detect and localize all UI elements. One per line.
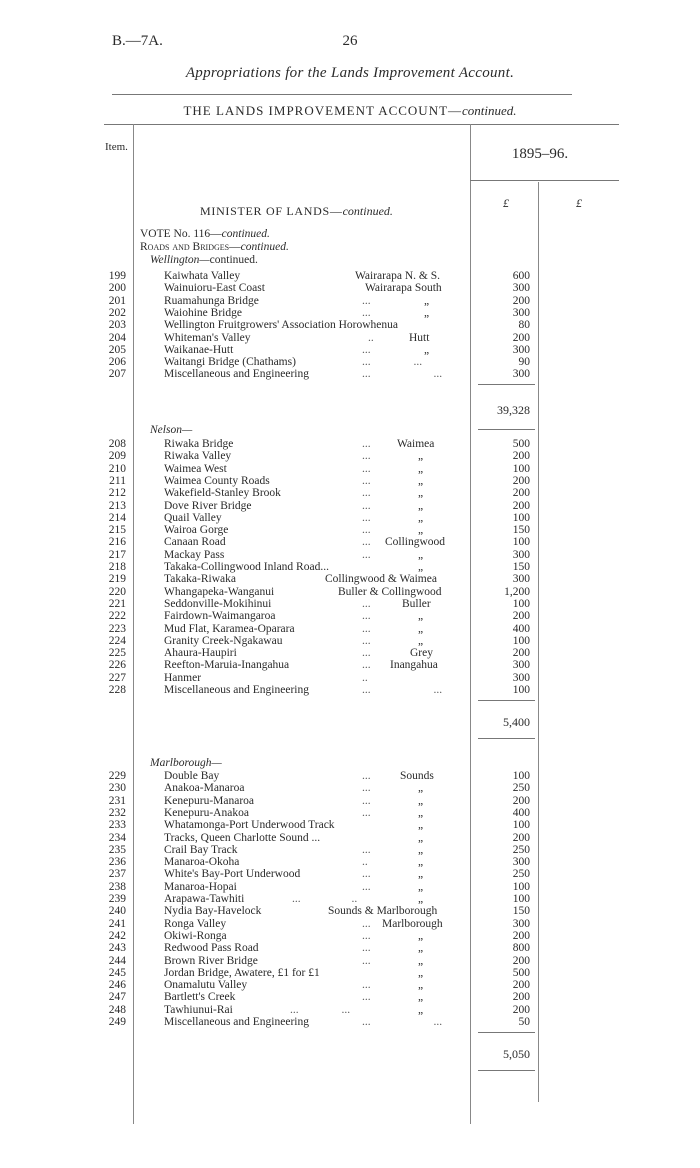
item-description: Seddonville-Mokihinui — [164, 597, 272, 610]
pound-header-1: £ — [503, 196, 509, 210]
item-district: „ — [418, 462, 424, 475]
item-number: 212 — [108, 487, 126, 500]
leader-dots: ... — [362, 548, 371, 561]
leader-dots: ... — [362, 634, 371, 647]
item-district: „ — [424, 343, 430, 356]
item-amount: 200 — [512, 610, 530, 623]
item-district: „ — [418, 474, 424, 487]
leader-dots: ... — [362, 917, 371, 930]
wellington-heading-main: Wellington— — [150, 254, 210, 266]
item-amount: 100 — [512, 684, 530, 696]
item-number: 200 — [108, 282, 126, 295]
item-amount: 100 — [512, 597, 530, 610]
item-district: „ — [418, 561, 424, 573]
leader-dots: ... — [362, 806, 371, 819]
amount-column-divider — [470, 124, 471, 1124]
item-district: „ — [418, 966, 424, 979]
item-amount: 80 — [518, 319, 530, 332]
account-title — [0, 103, 700, 119]
item-amount: 800 — [512, 942, 530, 955]
item-description: Brown River Bridge — [164, 954, 258, 967]
item-district: „ — [418, 622, 424, 635]
item-district: „ — [418, 524, 424, 537]
item-district: „ — [424, 306, 430, 319]
item-description: Waiohine Bridge — [164, 306, 242, 319]
item-description: Jordan Bridge, Awatere, £1 for £1 — [164, 966, 320, 979]
item-district: Waimea — [397, 438, 435, 450]
item-description: Okiwi-Ronga — [164, 929, 227, 942]
account-title-continued: continued. — [462, 103, 517, 118]
item-description: Fairdown-Waimangaroa — [164, 610, 276, 623]
leader-dots: ... — [362, 929, 371, 942]
item-amount: 300 — [512, 343, 530, 356]
item-description: Tracks, Queen Charlotte Sound ... — [164, 831, 321, 844]
item-description: Redwood Pass Road — [164, 942, 259, 955]
item-description: Waimea West — [164, 462, 227, 475]
item-number: 235 — [108, 843, 126, 856]
leader-dots: ... — [362, 462, 371, 475]
item-district: „ — [418, 548, 424, 561]
item-description: Onamalutu Valley — [164, 979, 248, 992]
item-amount: 200 — [512, 831, 530, 844]
item-district: „ — [418, 942, 424, 955]
minister-heading-continued: continued. — [342, 204, 393, 218]
item-number: 242 — [108, 929, 126, 942]
item-amount: 600 — [512, 270, 530, 282]
item-amount: 250 — [512, 782, 530, 795]
leader-dots: ... ... — [362, 368, 443, 381]
item-description: Waikanae-Hutt — [164, 343, 234, 356]
item-amount: 150 — [512, 561, 530, 573]
leader-dots: ... — [362, 770, 371, 782]
item-district: Inangahua — [390, 659, 438, 672]
pound-header-2: £ — [576, 196, 582, 210]
item-district: „ — [418, 991, 424, 1004]
leader-dots: ... — [362, 794, 371, 807]
item-amount: 100 — [512, 893, 530, 905]
item-amount: 150 — [512, 905, 530, 918]
item-number: 201 — [108, 294, 126, 307]
wellington-heading-continued: continued. — [209, 254, 258, 266]
item-amount: 300 — [512, 548, 530, 561]
item-district: „ — [418, 450, 424, 463]
item-amount: 200 — [512, 474, 530, 487]
item-amount: 200 — [512, 450, 530, 463]
item-amount: 300 — [512, 573, 530, 586]
item-description: Canaan Road — [164, 536, 226, 549]
leader-dots: ... — [362, 942, 371, 955]
item-number: 241 — [108, 917, 126, 930]
item-amount: 100 — [512, 511, 530, 524]
item-number: 221 — [108, 597, 126, 610]
item-description: Ronga Valley — [164, 917, 227, 930]
item-number: 240 — [108, 905, 126, 918]
item-district: Wairarapa South — [365, 282, 442, 295]
item-number: 233 — [108, 819, 126, 832]
minister-heading — [200, 204, 393, 219]
roads-bridges-continued: continued. — [240, 241, 289, 253]
item-number: 226 — [108, 659, 126, 672]
item-number: 211 — [109, 474, 126, 487]
item-district: „ — [418, 831, 424, 844]
item-number: 225 — [108, 647, 126, 660]
item-amount: 250 — [512, 868, 530, 881]
year-header-rule — [470, 180, 619, 181]
item-description: Ruamahunga Bridge — [164, 294, 259, 307]
item-district: Collingwood & Waimea — [325, 573, 437, 586]
leader-dots: ... — [362, 991, 371, 1004]
item-amount: 200 — [512, 647, 530, 660]
item-number: 214 — [108, 511, 126, 524]
item-description: Tawhiunui-Rai — [164, 1003, 233, 1016]
item-district: „ — [418, 499, 424, 512]
item-description: Dove River Bridge — [164, 499, 252, 512]
leader-dots: ... — [362, 659, 371, 672]
item-district: Hutt — [409, 331, 430, 344]
item-district: „ — [418, 856, 424, 869]
item-amount: 100 — [512, 462, 530, 475]
item-amount: 300 — [512, 306, 530, 319]
item-number: 231 — [108, 794, 126, 807]
item-number: 238 — [108, 880, 126, 893]
item-number: 206 — [108, 356, 126, 369]
item-amount: 90 — [518, 356, 530, 369]
item-description: White's Bay-Port Underwood — [164, 868, 301, 881]
item-amount: 500 — [512, 966, 530, 979]
item-description: Crail Bay Track — [164, 843, 238, 856]
leader-dots: ... — [362, 294, 371, 307]
leader-dots: .. — [368, 331, 374, 344]
item-description: Waimea County Roads — [164, 474, 270, 487]
item-number: 209 — [108, 450, 126, 463]
marlborough-heading: Marlborough— — [150, 757, 222, 769]
item-number: 237 — [108, 868, 126, 881]
leader-dots: .. — [362, 671, 368, 684]
item-number: 220 — [108, 585, 126, 598]
item-district: „ — [418, 794, 424, 807]
item-amount: 200 — [512, 794, 530, 807]
item-district: „ — [418, 880, 424, 893]
leader-dots: ... — [362, 536, 371, 549]
roads-bridges-main: Roads and Bridges— — [140, 241, 241, 253]
page-title: Appropriations for the Lands Improvement Account. — [185, 65, 515, 81]
item-district: Marlborough — [382, 917, 443, 930]
item-district: „ — [418, 843, 424, 856]
vote-heading — [140, 228, 270, 240]
item-district: Sounds — [400, 770, 434, 782]
item-number: 223 — [108, 622, 126, 635]
item-amount: 200 — [512, 1003, 530, 1016]
item-description: Takaka-Collingwood Inland Road... — [164, 561, 329, 573]
item-description: Double Bay — [164, 770, 220, 782]
item-district: „ — [418, 806, 424, 819]
item-district: „ — [418, 868, 424, 881]
vote-heading-continued: continued. — [221, 228, 270, 240]
item-number: 219 — [108, 573, 126, 586]
leader-dots: ... .. — [292, 893, 358, 905]
item-amount: 200 — [512, 929, 530, 942]
leader-dots: ... — [362, 647, 371, 660]
wellington-heading — [150, 254, 258, 266]
item-description: Whatamonga-Port Underwood Track — [164, 819, 335, 832]
item-district: „ — [418, 782, 424, 795]
item-district: Grey — [410, 647, 433, 660]
item-amount: 250 — [512, 843, 530, 856]
item-district: Buller & Collingwood — [338, 585, 442, 598]
item-amount: 100 — [512, 819, 530, 832]
item-number: 227 — [108, 671, 126, 684]
item-description: Wakefield-Stanley Brook — [164, 487, 281, 500]
item-district: Sounds & Marlborough — [328, 905, 438, 918]
item-district: „ — [418, 610, 424, 623]
item-description: Anakoa-Manaroa — [164, 782, 245, 795]
item-description: Wainuioru-East Coast — [164, 282, 265, 295]
item-district: „ — [418, 954, 424, 967]
item-description: Wairoa Gorge — [164, 524, 229, 537]
item-amount: 500 — [512, 438, 530, 450]
title-rule — [112, 94, 572, 95]
item-number: 199 — [108, 270, 126, 282]
item-number: 246 — [108, 979, 126, 992]
item-description: Manaroa-Hopai — [164, 880, 237, 893]
wellington-total: 39,328 — [497, 403, 530, 417]
item-number: 208 — [108, 438, 126, 450]
nelson-heading: Nelson— — [150, 424, 193, 436]
subtotal-rule — [478, 700, 535, 701]
leader-dots: ... — [362, 524, 371, 537]
item-amount: 200 — [512, 499, 530, 512]
item-district: „ — [418, 819, 424, 832]
marlborough-total: 5,050 — [503, 1047, 530, 1061]
item-number: 204 — [108, 331, 126, 344]
item-district: Buller — [402, 597, 431, 610]
subtotal-rule — [478, 429, 535, 430]
item-number: 205 — [108, 343, 126, 356]
item-description: Miscellaneous and Engineering — [164, 684, 309, 696]
item-description: Riwaka Valley — [164, 450, 232, 463]
roads-bridges-heading — [140, 241, 289, 253]
item-amount: 200 — [512, 979, 530, 992]
item-amount: 300 — [512, 282, 530, 295]
item-district: „ — [418, 487, 424, 500]
item-description: Waitangi Bridge (Chathams) — [164, 356, 296, 369]
item-amount: 400 — [512, 806, 530, 819]
item-description: Kenepuru-Anakoa — [164, 806, 249, 819]
item-number: 224 — [108, 634, 126, 647]
item-number: 248 — [108, 1003, 126, 1016]
item-amount: 300 — [512, 659, 530, 672]
item-number: 243 — [108, 942, 126, 955]
leader-dots: ... — [362, 610, 371, 623]
leader-dots: ... — [362, 511, 371, 524]
item-number: 247 — [108, 991, 126, 1004]
item-district: „ — [418, 979, 424, 992]
item-amount: 1,200 — [504, 585, 530, 598]
item-amount: 50 — [518, 1016, 530, 1028]
item-description: Whiteman's Valley — [164, 331, 251, 344]
item-number: 222 — [108, 610, 126, 623]
item-amount: 200 — [512, 954, 530, 967]
leader-dots: ... — [362, 343, 371, 356]
leader-dots: ... — [362, 450, 371, 463]
leader-dots: ... — [362, 868, 371, 881]
leader-dots: ... ... — [362, 684, 443, 696]
leader-dots: ... — [362, 474, 371, 487]
leader-dots: ... — [362, 499, 371, 512]
leader-dots: ... — [362, 306, 371, 319]
nelson-total: 5,400 — [503, 715, 530, 729]
item-description: Bartlett's Creek — [164, 991, 236, 1004]
leader-dots: ... — [362, 843, 371, 856]
item-amount: 150 — [512, 524, 530, 537]
item-description: Wellington Fruitgrowers' Association Horowhenua — [164, 319, 398, 332]
item-description: Granity Creek-Ngakawau — [164, 634, 283, 647]
item-description: Miscellaneous and Engineering — [164, 368, 309, 381]
item-amount: 300 — [512, 917, 530, 930]
item-column-divider — [133, 124, 134, 1124]
leader-dots: ... — [362, 782, 371, 795]
item-number: 215 — [108, 524, 126, 537]
item-number: 245 — [108, 966, 126, 979]
item-column-header: Item. — [105, 141, 128, 153]
item-description: Quail Valley — [164, 511, 222, 524]
item-description: Hanmer — [164, 671, 202, 684]
item-amount: 300 — [512, 368, 530, 381]
item-amount: 300 — [512, 856, 530, 869]
item-number: 230 — [108, 782, 126, 795]
item-description: Mud Flat, Karamea-Oparara — [164, 622, 295, 635]
item-number: 213 — [108, 499, 126, 512]
minister-heading-main: MINISTER OF LANDS— — [200, 204, 343, 218]
item-number: 234 — [108, 831, 126, 844]
item-number: 232 — [108, 806, 126, 819]
item-description: Manaroa-Okoha — [164, 856, 240, 869]
leader-dots: ... — [362, 438, 371, 450]
subtotal-rule — [478, 738, 535, 739]
item-number: 203 — [108, 319, 126, 332]
item-amount: 100 — [512, 770, 530, 782]
vote-heading-main: VOTE No. 116— — [140, 228, 222, 240]
item-description: Takaka-Riwaka — [164, 573, 236, 586]
leader-dots: ... ... — [362, 356, 423, 369]
document-code: B.—7A. — [112, 33, 163, 49]
item-number: 218 — [108, 561, 126, 573]
item-description: Whangapeka-Wanganui — [164, 585, 275, 598]
item-amount: 200 — [512, 331, 530, 344]
item-number: 228 — [108, 684, 126, 696]
item-number: 249 — [108, 1016, 126, 1028]
subtotal-rule — [478, 1032, 535, 1033]
item-amount: 200 — [512, 991, 530, 1004]
item-description: Nydia Bay-Havelock — [164, 905, 262, 918]
leader-dots: ... — [362, 487, 371, 500]
item-description: Riwaka Bridge — [164, 438, 234, 450]
item-amount: 200 — [512, 487, 530, 500]
leader-dots: .. — [362, 856, 368, 869]
subtotal-rule — [478, 384, 535, 385]
item-description: Miscellaneous and Engineering — [164, 1016, 309, 1028]
item-number: 217 — [108, 548, 126, 561]
item-number: 207 — [108, 368, 126, 381]
item-number: 236 — [108, 856, 126, 869]
item-amount: 100 — [512, 536, 530, 549]
item-number: 210 — [108, 462, 126, 475]
item-description: Kenepuru-Manaroa — [164, 794, 255, 807]
leader-dots: ... ... — [362, 1016, 443, 1028]
leader-dots: ... — [362, 622, 371, 635]
item-number: 239 — [108, 893, 126, 905]
account-title-main: THE LANDS IMPROVEMENT ACCOUNT— — [183, 103, 463, 118]
item-description: Ahaura-Haupiri — [164, 647, 237, 660]
subtotal-column-divider — [538, 182, 539, 1102]
item-description: Arapawa-Tawhiti — [164, 893, 245, 905]
item-number: 216 — [108, 536, 126, 549]
item-amount: 200 — [512, 294, 530, 307]
item-amount: 300 — [512, 671, 530, 684]
item-description: Mackay Pass — [164, 548, 225, 561]
leader-dots: ... — [362, 954, 371, 967]
leader-dots: ... ... — [290, 1003, 351, 1016]
item-amount: 400 — [512, 622, 530, 635]
year-column-header: 1895–96. — [511, 146, 569, 162]
leader-dots: ... — [362, 597, 371, 610]
item-district: Wairarapa N. & S. — [355, 270, 440, 282]
item-number: 244 — [108, 954, 126, 967]
item-district: „ — [418, 511, 424, 524]
subtotal-rule — [478, 1070, 535, 1071]
leader-dots: ... — [362, 880, 371, 893]
item-district: Collingwood — [385, 536, 446, 549]
item-number: 202 — [108, 306, 126, 319]
table-top-rule — [104, 124, 619, 125]
item-district: „ — [424, 294, 430, 307]
item-district: „ — [418, 1003, 424, 1016]
item-district: „ — [418, 929, 424, 942]
page-number: 26 — [342, 33, 358, 49]
item-district: „ — [418, 634, 424, 647]
item-description: Reefton-Maruia-Inangahua — [164, 659, 290, 672]
item-amount: 100 — [512, 880, 530, 893]
item-description: Kaiwhata Valley — [164, 270, 241, 282]
leader-dots: ... — [362, 979, 371, 992]
item-number: 229 — [108, 770, 126, 782]
item-amount: 100 — [512, 634, 530, 647]
item-district: „ — [418, 893, 424, 905]
